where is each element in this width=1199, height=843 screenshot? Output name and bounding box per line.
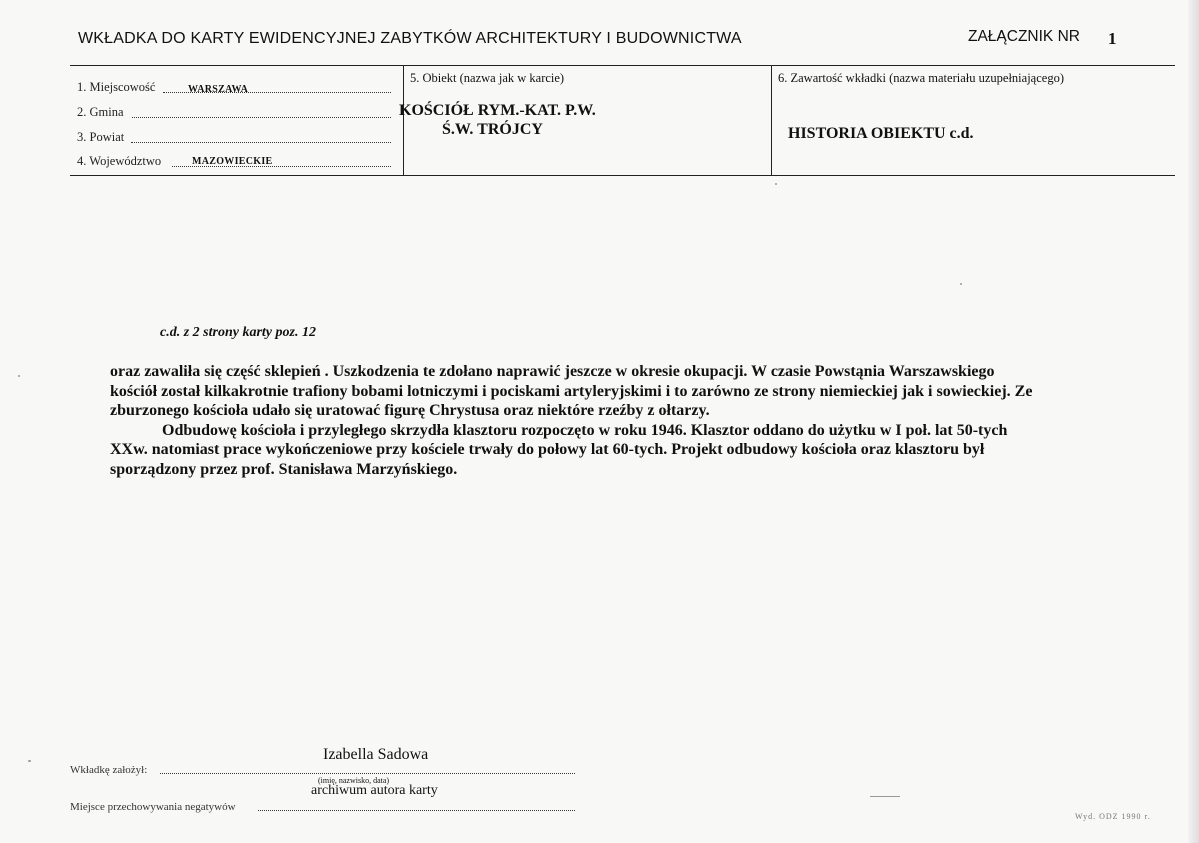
scan-speck xyxy=(28,760,31,762)
continuation-note: c.d. z 2 strony karty poz. 12 xyxy=(160,325,316,340)
author-name: Izabella Sadowa xyxy=(323,746,429,763)
dotted-line xyxy=(132,117,391,118)
scan-speck xyxy=(870,796,900,797)
object-name-line2: Ś.W. TRÓJCY xyxy=(442,121,543,138)
history-line: oraz zawaliła się część sklepień . Uszkodzenia te zdołano naprawić jeszcze w okresie okupacji. W czasie Powstąnia Warszawskiego xyxy=(110,363,995,380)
field-value-miejscowosc: WARSZAWA xyxy=(188,84,249,95)
history-line: XXw. natomiast prace wykończeniowe przy kościele trwały do połowy lat 60-tych. Projekt odbudowy kościoła oraz klasztoru był xyxy=(110,441,985,458)
history-line: kościół został kilkakrotnie trafiony bobami lotniczymi i pociskami artyleryjskimi i to zarówno ze strony niemieckiej jak i sowieckiej. Ze xyxy=(110,382,1033,400)
object-label: 5. Obiekt (nazwa jak w karcie) xyxy=(410,71,565,85)
contents-value: HISTORIA OBIEKTU c.d. xyxy=(788,125,974,142)
field-label-powiat: 3. Powiat xyxy=(77,130,125,144)
history-line: sporządzony przez prof. Stanisława Marzyńskiego. xyxy=(110,460,458,478)
author-caption: (imię, nazwisko, data) xyxy=(318,776,390,785)
field-value-wojewodztwo: MAZOWIECKIE xyxy=(192,156,273,167)
contents-label: 6. Zawartość wkładki (nazwa materiału uzupełniającego) xyxy=(778,71,1064,85)
table-top-border xyxy=(70,65,1175,66)
dotted-line xyxy=(160,773,575,774)
history-line: Odbudowę kościoła i przyległego skrzydła klasztoru rozpoczęto w roku 1946. Klasztor oddano do użytku w I poł. lat 50-tych xyxy=(162,421,1008,439)
field-label-miejscowosc: 1. Miejscowość xyxy=(77,80,156,94)
history-text xyxy=(110,362,1105,479)
object-name xyxy=(399,101,596,139)
history-line: zburzonego kościoła udało się uratować figurę Chrystusa oraz niektóre rzeźby z ołtarzy. xyxy=(110,402,710,419)
form-code: Wyd. ODZ 1990 r. xyxy=(1075,812,1151,821)
field-label-gmina: 2. Gmina xyxy=(77,105,124,119)
form-title: WKŁADKA DO KARTY EWIDENCYJNEJ ZABYTKÓW ARCHITEKTURY I BUDOWNICTWA xyxy=(78,30,742,47)
scan-speck xyxy=(775,183,777,185)
scan-edge xyxy=(1188,0,1199,843)
scan-speck xyxy=(960,283,962,285)
dotted-line xyxy=(258,810,575,811)
author-label: Wkładkę założył: xyxy=(70,764,148,776)
annex-label: ZAŁĄCZNIK NR xyxy=(968,28,1080,45)
scan-speck xyxy=(18,375,20,377)
negatives-location-value: archiwum autora karty xyxy=(311,783,438,798)
column-divider-2 xyxy=(771,65,772,176)
object-name-line1: KOŚCIÓŁ RYM.-KAT. P.W. xyxy=(399,102,596,119)
negatives-location-label: Miejsce przechowywania negatywów xyxy=(70,801,236,813)
dotted-line xyxy=(131,142,391,143)
annex-number: 1 xyxy=(1108,29,1117,48)
field-label-wojewodztwo: 4. Województwo xyxy=(77,154,162,168)
table-bottom-border xyxy=(70,175,1175,176)
